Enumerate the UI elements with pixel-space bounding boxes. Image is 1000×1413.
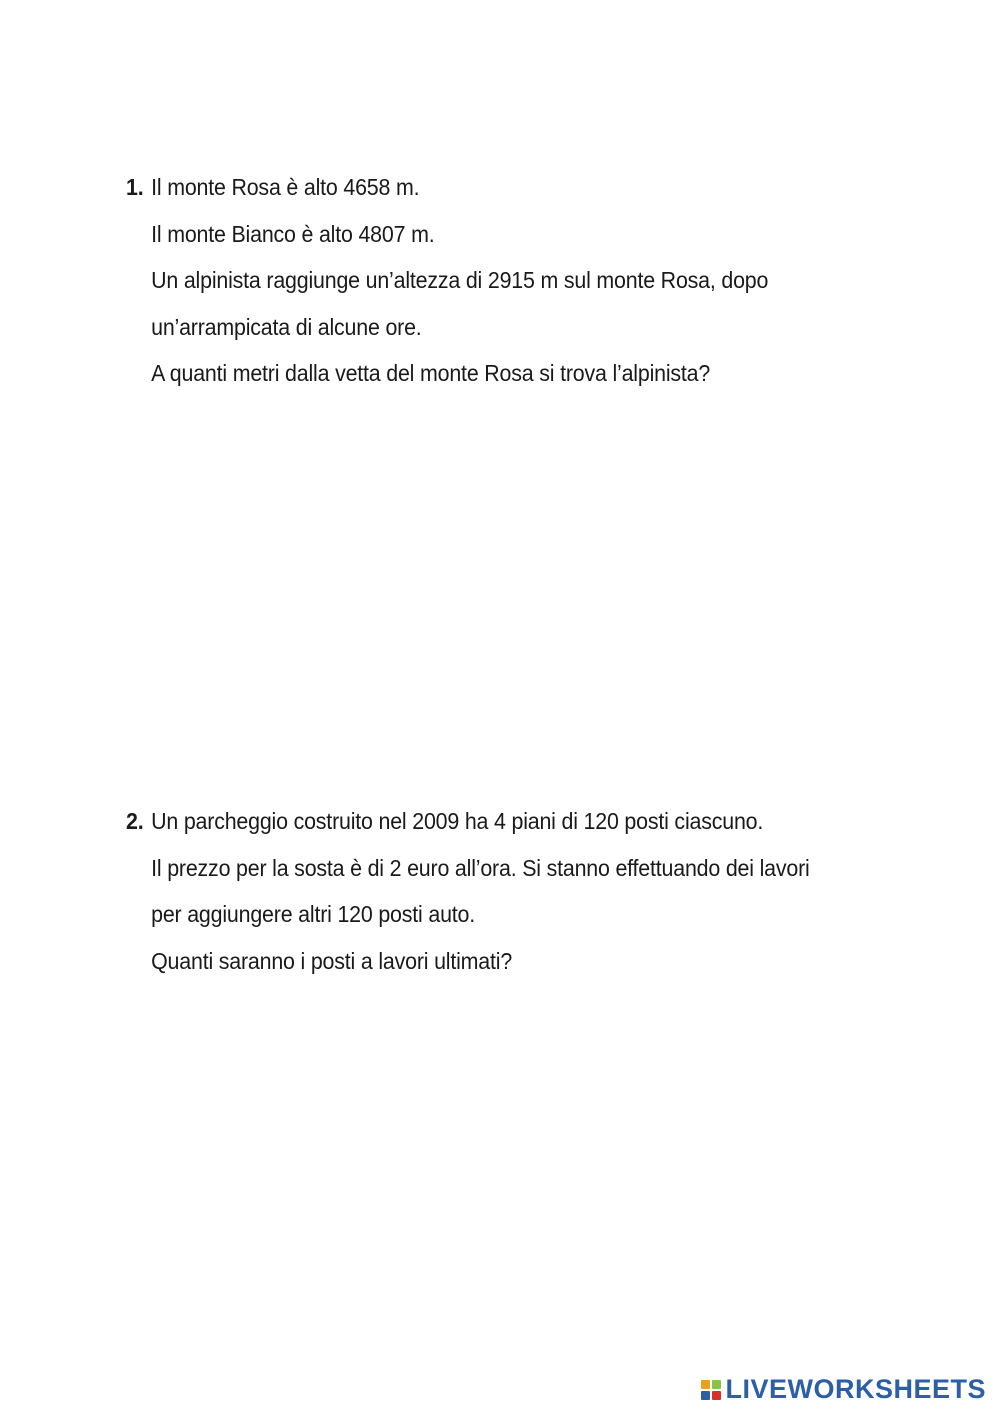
problem-1	[126, 164, 940, 397]
logo-text: LIVEWORKSHEETS	[725, 1374, 986, 1404]
logo-square	[701, 1391, 710, 1400]
logo-square	[712, 1380, 721, 1389]
liveworksheets-logo[interactable]	[701, 1374, 986, 1405]
problem-2	[126, 798, 940, 984]
problem-number: 1.	[126, 174, 144, 200]
problem-number: 2.	[126, 808, 144, 834]
problem-2-first-line	[126, 798, 883, 845]
problem-question: Quanti saranno i posti a lavori ultimati?	[151, 947, 513, 974]
problem-text-line: Un parcheggio costruito nel 2009 ha 4 piani di 120 posti ciascuno.	[151, 808, 764, 834]
problem-text-line: per aggiungere altri 120 posti auto.	[151, 901, 476, 927]
liveworksheets-logo-icon	[701, 1380, 721, 1400]
problem-text-line: Il monte Bianco è alto 4807 m.	[151, 220, 435, 247]
problem-text-line: un’arrampicata di alcune ore.	[151, 313, 422, 340]
problem-1-first-line	[126, 164, 883, 211]
logo-square	[712, 1391, 721, 1400]
problem-text-line: Un alpinista raggiunge un’altezza di 2915 m sul monte Rosa, dopo	[151, 267, 769, 293]
problem-question: A quanti metri dalla vetta del monte Rosa si trova l’alpinista?	[151, 360, 711, 386]
problem-text-line: Il monte Rosa è alto 4658 m.	[151, 174, 420, 200]
logo-square	[701, 1380, 710, 1389]
problem-text-line: Il prezzo per la sosta è di 2 euro all’ora. Si stanno effettuando dei lavori	[151, 854, 810, 881]
